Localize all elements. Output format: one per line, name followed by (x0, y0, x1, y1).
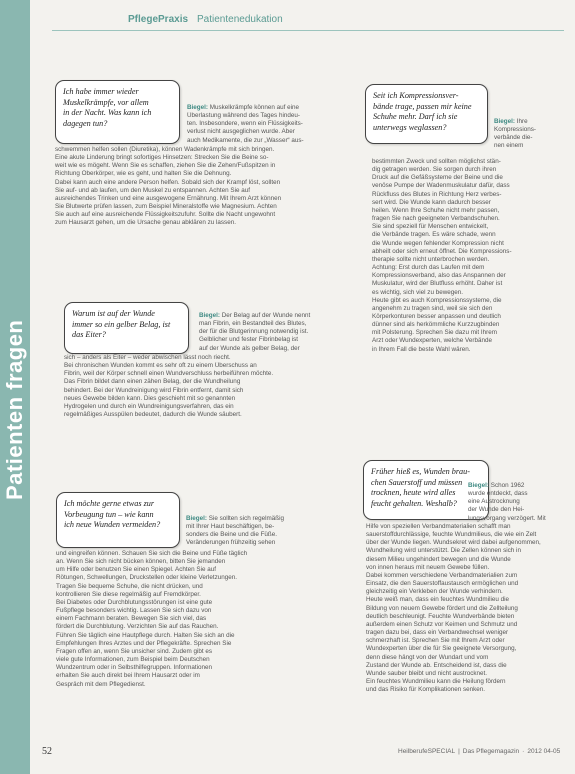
answer-line: wurde entdeckt, dass (468, 490, 528, 498)
answer-line: neues Gewebe bilden kann. Dies geschieht mit so genannten (64, 394, 236, 402)
answer-line: Achtung: Erst durch das Laufen mit dem (372, 264, 485, 272)
answer-line: Biegel: Sie sollten sich regelmäßig (186, 515, 284, 522)
answer-line: Dabei kommen verschiedene Verbandmaterialien zum (366, 571, 518, 579)
speaker-label: Biegel: (468, 482, 489, 489)
sidebar-band (0, 0, 30, 774)
question-line: Ich habe immer wieder (63, 87, 139, 96)
answer-line: kontrollieren Sie diese regelmäßig auf Fremdkörper. (56, 590, 201, 598)
answer-1-side (187, 104, 342, 145)
answer-line: Zustand der Wunde ab. Entscheidend ist, dass die (366, 661, 507, 669)
question-line: Vorbeugung tun – wie kann (64, 509, 154, 519)
answer-line: Tragen Sie bequeme Schuhe, die nicht drücken, und (56, 582, 203, 590)
answer-line: Muskulatur, wird der Blutfluss erhöht. Daher ist (372, 280, 503, 288)
answer-line: abheilt oder sich erneut öffnet. Die Kompressions- (372, 247, 512, 255)
answer-line: Kompressions- (494, 126, 536, 134)
answer-line: heilen. Wenn Ihre Schuhe nicht mehr passen, (372, 206, 500, 214)
answer-3-body (64, 354, 354, 419)
question-bubble-3 (64, 302, 189, 354)
question-line: Ich möchte gerne etwas zur (64, 499, 155, 508)
answer-line: Kompressionsverband, also das Anspannen der (372, 272, 506, 280)
answer-line: eine Austrocknung (468, 498, 520, 506)
answer-line: weit wie es mögeht. Wenn Sie es schaffen, ziehen Sie die Zehen/Fußspitzen in (55, 162, 276, 170)
answer-line: diesem Milieu ungehindert bewegen und die Wunde (366, 555, 511, 563)
question-line: trocknen, heute wird alles (371, 488, 456, 497)
answer-line: Richtung Oberkörper, wie es geht, und halten Sie die Dehnung. (55, 170, 232, 178)
answer-line: Druck auf die Gefäßsysteme der Beine und die (372, 174, 503, 182)
answer-line: gleichzeitig ein Verkleben der Wunde verhindern. (366, 588, 503, 596)
question-line: Muskelkrämpfe, vor allem (63, 97, 149, 107)
answer-line: über der Wunde liegen. Wundsekret wird dabei aufgenommen, (366, 539, 541, 547)
answer-line: Gelblicher und fester Fibrinbelag ist (199, 336, 299, 344)
answer-line: sauerstoffdurchlässige, feuchte Wundmilieus, die wie ein Zelt (366, 531, 537, 539)
answer-line: der für die Blutgerinnung notwendig ist. (199, 328, 309, 336)
answer-line: Biegel: Ihre (494, 118, 528, 125)
answer-line: die Verbände tragen. Es wäre schade, wenn (372, 231, 496, 239)
answer-line: der Wunde den Hei- (468, 506, 525, 514)
page-footer (0, 742, 575, 764)
sidebar-title: Patienten fragen (2, 319, 27, 500)
answer-line: Eine akute Linderung bringt sofortiges Hinsetzen: Strecken Sie die Beine so- (55, 154, 269, 162)
answer-4-body (366, 523, 566, 694)
footer-source: HeilberufeSPECIAL | Das Pflegemagazin · 2012 04-05 (398, 748, 561, 755)
answer-5-side (186, 515, 346, 548)
page-header (52, 12, 564, 31)
question-line: Früher hieß es, Wunden brau- (371, 467, 470, 476)
answer-line: die Wunde wegen fehlender Kompression nicht (372, 239, 504, 247)
answer-line: verbände die- (494, 134, 533, 142)
answer-line: Bei chronischen Wunden kommt es sehr oft zu einem Überschuss an (64, 362, 257, 370)
question-line: Schuhe mehr. Darf ich sie (373, 112, 458, 121)
answer-line: dig getragen werden. Sie sorgen durch ihren (372, 166, 497, 174)
footer-source-note: Das Pflegemagazin (462, 748, 520, 755)
answer-line: dünner sind als herkömmliche Kurzzugbinden (372, 321, 500, 329)
answer-2-body (372, 158, 564, 354)
answer-line: um Hilfe oder benutzen Sie einen Spiegel. Achten Sie auf (56, 566, 216, 574)
answer-line: Bei Diabetes oder Durchblutungsstörungen ist eine gute (56, 598, 213, 606)
answer-line: verlust nicht ausgeglichen wurde. Aber (187, 128, 295, 136)
answer-line: sert wird. Die Wunde kann dadurch besser (372, 198, 491, 206)
answer-line: an. Wenn Sie sich nicht bücken können, bitten Sie jemanden (56, 558, 226, 566)
speaker-label: Biegel: (494, 118, 515, 125)
answer-line: deutlich beschleunigt. Feuchte Wundverbände bieten (366, 612, 515, 620)
answer-line: Überlastung während des Tages hindeu- (187, 112, 300, 120)
answer-line: Rötungen, Schwellungen, Druckstellen oder kleine Verletzungen. (56, 574, 237, 582)
answer-line: Fußpflege besonders wichtig. Lassen Sie sich dazu von (56, 607, 212, 615)
answer-line: zum Hausarzt gehen, um die Ursache genau abklären zu lassen. (55, 219, 236, 227)
answer-line: von innen heraus mit neuem Gewebe füllen. (366, 563, 490, 571)
footer-date: 2012 04-05 (527, 748, 561, 755)
answer-line: Bildung von neuem Gewebe fördert und die Zellteilung (366, 604, 518, 612)
answer-line: therapie sollte nicht unterbrochen werden. (372, 255, 490, 263)
answer-line: Fragen offen an, wenn Sie unsicher sind. Zudem gibt es (56, 647, 212, 655)
answer-line: Körperkonturen besser anpassen und deutlich (372, 312, 501, 320)
answer-line: Veränderungen frühzeitig sehen (186, 539, 276, 547)
answer-5-body (56, 550, 346, 689)
answer-line: Heute weiß man, dass ein feuchtes Wundmilieu die (366, 596, 510, 604)
question-line: unterwegs weglassen? (373, 122, 447, 132)
question-line: ich neue Wunden vermeiden? (64, 520, 161, 529)
answer-line: in Ihrem Fall die beste Wahl wären. (372, 345, 471, 353)
header-section: PflegePraxis (128, 14, 189, 25)
answer-line: und eingreifen können. Schauen Sie sich die Beine und Füße täglich (56, 550, 248, 557)
answer-line: lungsvorgang verzögert. Mit (468, 514, 546, 522)
answer-line: Empfehlungen Ihres Arztes und der Pflegekräfte. Sprechen Sie (56, 639, 232, 647)
question-line: immer so ein gelber Belag, ist (72, 319, 171, 329)
question-bubble-5 (56, 492, 180, 548)
answer-line: Wundheilung wird unterstützt. Die Zellen können sich in (366, 547, 521, 555)
question-bubble-1 (55, 80, 180, 144)
answer-3-side (199, 312, 354, 353)
question-line: Warum ist auf der Wunde (72, 309, 155, 318)
answer-line: viele gute Informationen, zum Beispiel beim Deutschen (56, 656, 210, 664)
answer-line: ten. Insbesondere, wenn ein Flüssigkeits- (187, 120, 303, 128)
question-line: chen Sauerstoff und müssen (371, 477, 463, 487)
header-subsection: Patientenedukation (197, 14, 283, 25)
answer-line: bestimmten Zweck und sollten möglichst stän- (372, 158, 501, 165)
answer-line: mit Polsterung. Sprechen Sie dazu mit Ihrem (372, 329, 497, 337)
speaker-label: Biegel: (187, 104, 208, 111)
question-line: feucht gehalten. Weshalb? (371, 498, 457, 508)
answer-line: man Fibrin, ein Bestandteil des Blutes, (199, 320, 307, 328)
answer-line: sich – anders als Eiter – weder abwischen lässt noch riecht. (64, 354, 231, 361)
answer-line: Biegel: Der Belag auf der Wunde nennt (199, 312, 311, 319)
answer-line: Arzt oder Wundexperten, welche Verbände (372, 337, 492, 345)
speaker-label: Biegel: (186, 515, 207, 522)
answer-line: Sie sind speziell für Menschen entwickelt, (372, 223, 489, 231)
answer-line: Wundexperten über die für Sie geeignete Versorgung, (366, 645, 517, 653)
answer-line: Biegel: Schon 1962 (468, 482, 525, 489)
answer-line: Hilfe von speziellen Verbandmaterialien schafft man (366, 523, 511, 530)
answer-line: Rückfluss des Blutes in Richtung Herz verbes- (372, 190, 502, 198)
answer-line: Wunde sauber bleibt und nicht austrocknet. (366, 669, 487, 677)
answer-4-side (468, 482, 566, 523)
answer-line: schmerzhaft ist. Sprechen Sie mit Ihrem Arzt oder (366, 637, 505, 645)
answer-line: angenehm zu tragen sind, weil sie sich den (372, 304, 493, 312)
answer-line: sonders die Beine und die Füße. (186, 531, 278, 539)
answer-line: Ein feuchtes Wundmilieu kann die Heilung fördern (366, 677, 506, 685)
answer-line: Sie Blutwerte prüfen lassen, zum Beispiel Mineralstoffe wie Magnesium. Achten (55, 203, 277, 211)
answer-line: Dabei kann auch eine andere Person helfen. Sobald sich der Krampf löst, sollten (55, 178, 281, 186)
answer-line: Sie auch auf eine ausreichende Flüssigkeitszufuhr. Sollte die Nacht ungewohnt (55, 211, 276, 219)
question-bubble-2 (365, 84, 488, 144)
answer-line: und das Risiko für Komplikationen senken. (366, 686, 486, 694)
question-line: das Eiter? (72, 330, 106, 339)
answer-2-side (494, 118, 564, 151)
answer-line: Wundzentrum oder in Selbsthilfegruppen. Informationen (56, 664, 212, 672)
question-line: dagegen tun? (63, 118, 108, 128)
answer-line: denn diese hängt von der Wundart und vom (366, 653, 489, 661)
answer-line: es wichtig, sich viel zu bewegen. (372, 288, 464, 296)
answer-line: Biegel: Muskelkrämpfe können auf eine (187, 104, 300, 111)
answer-line: außerdem einen Schutz vor Keimen und Schmutz und (366, 620, 518, 628)
answer-line: auf der Wunde als gelber Belag, der (199, 344, 300, 352)
answer-line: erhalten Sie auch direkt bei Ihrem Hausarzt oder im (56, 672, 200, 680)
question-line: bände trage, passen mir keine (373, 101, 472, 111)
answer-line: nen einem (494, 142, 524, 150)
answer-line: Sie auf- und ab laufen, um den Muskel zu entspannen. Achten Sie auf (55, 186, 250, 194)
answer-line: fragen Sie nach geeigneten Verbandschuhen. (372, 215, 500, 223)
answer-line: behindert. Bei der Wundreinigung wird Fibrin entfernt, damit sich (64, 386, 244, 394)
answer-line: Gespräch mit dem Pflegedienst. (56, 680, 146, 688)
answer-line: einem Fachmann beraten. Bewegen Sie sich viel, das (56, 615, 207, 623)
speaker-label: Biegel: (199, 312, 220, 319)
answer-line: schwemmen helfen sollen (Diuretika), können Wadenkrämpfe mit sich bringen. (55, 146, 275, 153)
answer-line: Heute gibt es auch Kompressionssysteme, die (372, 296, 502, 304)
answer-line: Führen Sie täglich eine Hautpflege durch. Halten Sie sich an die (56, 631, 235, 639)
answer-line: Fibrin, weil der Körper schnell einen Wundverschluss herbeiführen möchte. (64, 370, 274, 378)
answer-line: regelmäßiges Ausspülen bedeutet, dadurch die Wunde säubert. (64, 411, 242, 419)
answer-line: Das Fibrin bildet dann einen zähen Belag, der die Wundheilung (64, 378, 241, 386)
answer-line: mit Ihrer Haut beschäftigen, be- (186, 523, 275, 531)
page-number: 52 (42, 746, 52, 757)
answer-line: Hydrogelen und durch ein Wundreinigungsverfahren, das ein (64, 402, 234, 410)
answer-1-body (55, 146, 345, 228)
answer-line: ausreichendes Trinken und eine ausgewogene Ernährung. Mit Ihrem Arzt können (55, 194, 282, 202)
question-line: in der Nacht. Was kann ich (63, 108, 152, 117)
answer-line: auch Medikamente, die zur „Wasser“ aus- (187, 136, 304, 144)
footer-source-name: HeilberufeSPECIAL (398, 748, 456, 755)
answer-line: Einsatz, die den Sauerstoffaustausch ermöglichen und (366, 580, 519, 588)
answer-line: tragen dazu bei, dass ein Verbandwechsel weniger (366, 629, 509, 637)
answer-line: fördert die Durchblutung. Verzichten Sie auf das Rauchen. (56, 623, 219, 631)
answer-line: venöse Pumpe der Wadenmuskulatur dafür, dass (372, 182, 510, 190)
question-line: Seit ich Kompressionsver- (373, 91, 459, 100)
